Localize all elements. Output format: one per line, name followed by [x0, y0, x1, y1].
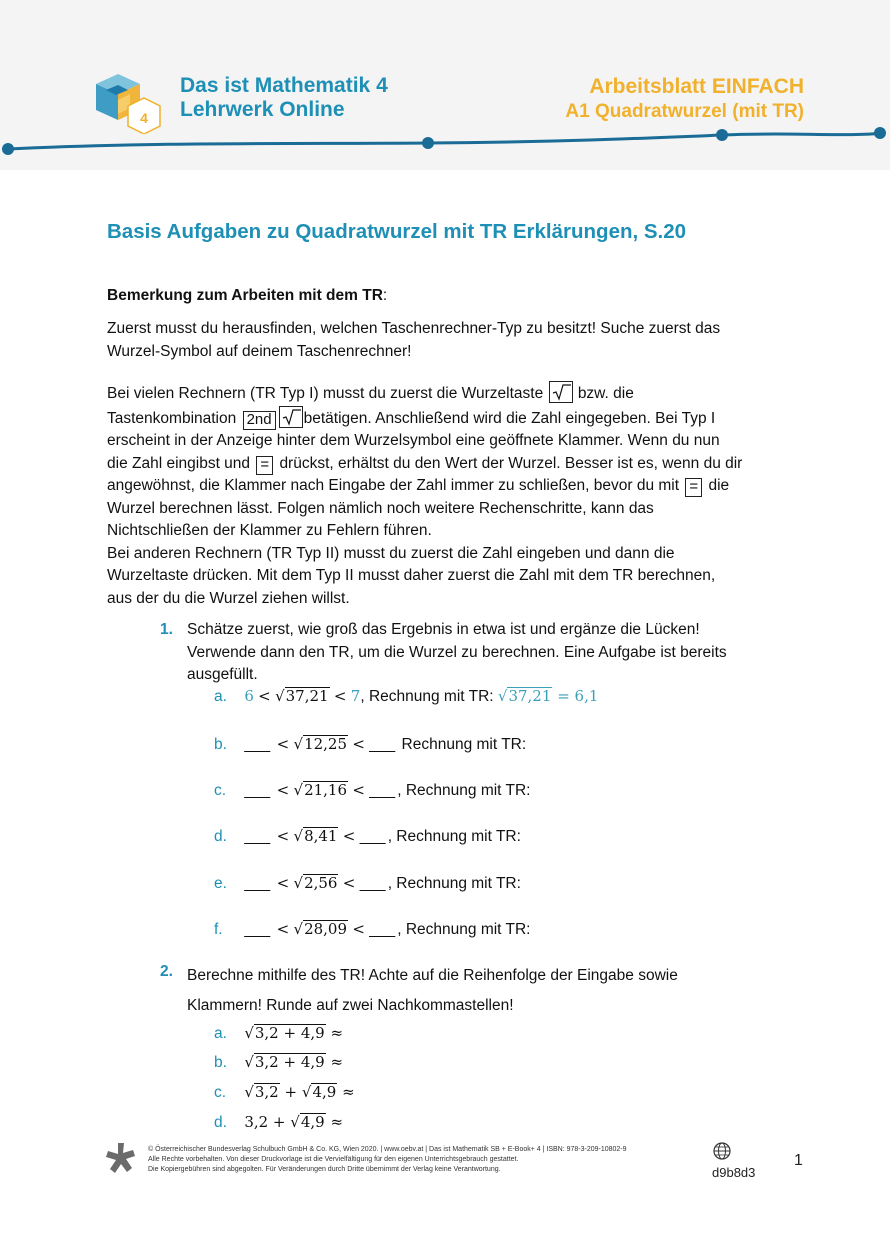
- exercise-line: Verwende dann den TR, um die Wurzel zu berechnen. Eine Aufgabe ist bereits: [187, 643, 727, 661]
- footer-copyright: [148, 1145, 627, 1175]
- answer-blank-upper[interactable]: ___: [359, 828, 386, 845]
- equals-key: =: [256, 456, 273, 475]
- text: Bei vielen Rechnern (TR Typ I) musst du zuerst die Wurzeltaste: [107, 385, 544, 402]
- calc-label: , Rechnung mit TR:: [397, 782, 531, 799]
- brand-line-1: Das ist Mathematik 4: [180, 74, 388, 97]
- less-than: <: [276, 920, 290, 938]
- less-than: <: [352, 781, 365, 799]
- radicand: 3,2: [254, 1083, 279, 1101]
- page-header: [0, 0, 890, 170]
- less-than: <: [276, 827, 290, 845]
- approx-sign: ≈: [342, 1083, 355, 1101]
- item-letter: a.: [214, 1025, 227, 1042]
- text: Nichtschließen der Klammer zu Fehlern führen.: [107, 522, 432, 539]
- less-than: <: [333, 687, 347, 705]
- radicand: 37,21: [285, 687, 329, 705]
- radicand: 3,2 + 4,9: [254, 1053, 325, 1071]
- equals-key: =: [685, 478, 702, 497]
- exercise-1-item-a: a. 6 < √37,21 < 7, Rechnung mit TR: √37,21 = 6,1: [214, 687, 599, 705]
- result-radicand: 37,21: [508, 687, 552, 705]
- page-number: 1: [794, 1152, 803, 1169]
- radicand: 28,09: [304, 920, 348, 938]
- brand-line-2: Lehrwerk Online: [180, 98, 345, 121]
- item-letter: c.: [214, 782, 227, 799]
- exercise-1-item-f: f. ___ < √28,09 < ___ , Rechnung mit TR:: [214, 920, 531, 938]
- less-than: <: [258, 687, 271, 705]
- exercise-2-number: 2.: [160, 963, 173, 980]
- exercise-1-number: 1.: [160, 621, 173, 638]
- publisher-logo-icon: [104, 1141, 136, 1175]
- item-letter: e.: [214, 875, 227, 892]
- answer-blank-upper[interactable]: ___: [369, 921, 396, 938]
- globe-icon[interactable]: [712, 1141, 732, 1161]
- text: Bei anderen Rechnern (TR Typ II) musst du zuerst die Zahl eingeben und dann die: [107, 544, 675, 562]
- approx-sign: ≈: [330, 1024, 344, 1042]
- second-key: 2nd: [243, 411, 276, 430]
- text: erscheint in der Anzeige hinter dem Wurzelsymbol eine geöffnete Klammer. Wenn du nun: [107, 432, 720, 449]
- text: drückst, erhältst du den Wert der Wurzel. Besser ist es, wenn du dir: [279, 454, 743, 472]
- exercise-line: ausgefüllt.: [187, 666, 258, 683]
- text: Wurzeltaste drücken. Mit dem Typ II musst daher zuerst die Zahl mit dem TR berechnen,: [107, 567, 716, 584]
- text: aus der du die Wurzel ziehen willst.: [107, 589, 350, 607]
- item-letter: b.: [214, 1054, 227, 1071]
- text: die Zahl eingibst und: [107, 454, 251, 472]
- exercise-line: Schätze zuerst, wie groß das Ergebnis in etwa ist und ergänze die Lücken!: [187, 621, 700, 638]
- exercise-2-item-b: b. √3,2 + 4,9 ≈: [214, 1053, 344, 1071]
- text: Wurzel berechnen lässt. Folgen nämlich noch weitere Rechenschritte, kann das: [107, 499, 654, 517]
- less-than: <: [352, 735, 365, 753]
- exercise-1-item-b: b. ___ < √12,25 < ___ Rechnung mit TR:: [214, 735, 527, 753]
- calc-label: , Rechnung mit TR:: [387, 828, 521, 845]
- item-letter: d.: [214, 1114, 227, 1131]
- answer-blank-lower[interactable]: ___: [244, 875, 271, 892]
- calc-label: Rechnung mit TR:: [397, 736, 527, 753]
- less-than: <: [342, 874, 356, 892]
- calc-label: , Rechnung mit TR:: [397, 921, 531, 938]
- result-equals: =: [557, 687, 570, 705]
- exercise-1-item-c: c. ___ < √21,16 < ___ , Rechnung mit TR:: [214, 781, 531, 799]
- calc-label: , Rechnung mit TR:: [387, 875, 521, 892]
- exercise-1-item-d: d. ___ < √8,41 < ___ , Rechnung mit TR:: [214, 827, 521, 845]
- online-code[interactable]: d9b8d3: [712, 1165, 756, 1180]
- result-value: 6,1: [574, 687, 599, 705]
- exercise-2-item-a: a. √3,2 + 4,9 ≈: [214, 1024, 344, 1042]
- sheet-line-2: A1 Quadratwurzel (mit TR): [565, 101, 804, 122]
- footer-line: © Österreichischer Bundesverlag Schulbuch GmbH & Co. KG, Wien 2020. | www.oebv.at | Das ist Mathematik SB + E-Book+ 4 | ISBN: 978-3-209-10802-9: [148, 1146, 627, 1153]
- text: betätigen. Anschließend wird die Zahl eingegeben. Bei Typ I: [303, 409, 716, 427]
- sqrt-key-icon: [549, 381, 573, 403]
- approx-sign: ≈: [330, 1113, 344, 1131]
- answer-blank-upper[interactable]: ___: [369, 782, 396, 799]
- less-than: <: [352, 920, 365, 938]
- exercise-line: Berechne mithilfe des TR! Achte auf die Reihenfolge der Eingabe sowie: [187, 967, 678, 984]
- radicand: 21,16: [304, 781, 348, 799]
- plus-sign: +: [284, 1083, 298, 1101]
- intro-paragraph: [107, 318, 807, 363]
- radicand: 4,9: [312, 1083, 337, 1101]
- answer-blank-lower[interactable]: ___: [244, 782, 271, 799]
- answer-blank-upper[interactable]: ___: [359, 875, 386, 892]
- approx-sign: ≈: [330, 1053, 344, 1071]
- logo-digit: 4: [140, 110, 148, 126]
- item-letter: b.: [214, 736, 227, 753]
- footer-line: Die Kopiergebühren sind abgegolten. Für Veränderungen durch Dritte übernimmt der Verlag keine Verantwortung.: [148, 1166, 501, 1173]
- exercise-1-text: [187, 619, 727, 687]
- radicand: 2,56: [304, 874, 338, 892]
- text: angewöhnst, die Klammer nach Eingabe der Zahl immer zu schließen, bevor du mit: [107, 477, 680, 494]
- exercise-line: Klammern! Runde auf zwei Nachkommastellen!: [187, 997, 514, 1014]
- less-than: <: [276, 874, 290, 892]
- less-than: <: [276, 781, 290, 799]
- answer-blank-lower[interactable]: ___: [244, 921, 271, 938]
- brand-title: [180, 74, 388, 122]
- item-letter: d.: [214, 828, 227, 845]
- answer-blank-lower[interactable]: ___: [244, 736, 271, 753]
- intro-line: Wurzel-Symbol auf deinem Taschenrechner!: [107, 342, 412, 360]
- intro-line: Zuerst musst du herausfinden, welchen Taschenrechner-Typ zu besitzt! Suche zuerst das: [107, 320, 721, 337]
- text: bzw. die: [577, 385, 634, 402]
- radicand: 12,25: [304, 735, 348, 753]
- item-letter: f.: [214, 921, 223, 938]
- lower-bound: 6: [244, 687, 254, 705]
- radicand: 4,9: [300, 1113, 325, 1131]
- prefix-term: 3,2 +: [244, 1113, 286, 1131]
- explanation-paragraph: [107, 381, 807, 610]
- radicand: 8,41: [304, 827, 338, 845]
- remark-heading: [107, 287, 387, 305]
- remark-heading-colon: :: [382, 287, 388, 304]
- answer-blank-lower[interactable]: ___: [244, 828, 271, 845]
- sqrt-key-icon: [279, 406, 303, 428]
- footer-line: Alle Rechte vorbehalten. Von dieser Druckvorlage ist die Vervielfältigung für den eigenen Unterrichtsgebrauch gestattet.: [148, 1156, 519, 1163]
- text: die: [708, 477, 730, 494]
- exercise-2-item-c: c. √3,2 + √4,9 ≈: [214, 1083, 355, 1101]
- calc-label: , Rechnung mit TR:: [360, 688, 494, 705]
- item-letter: a.: [214, 688, 227, 705]
- answer-blank-upper[interactable]: ___: [369, 736, 396, 753]
- less-than: <: [342, 827, 356, 845]
- remark-heading-text: Bemerkung zum Arbeiten mit dem TR: [107, 287, 383, 304]
- radicand: 3,2 + 4,9: [254, 1024, 325, 1042]
- item-letter: c.: [214, 1084, 227, 1101]
- exercise-2-item-d: d. 3,2 + √4,9 ≈: [214, 1113, 344, 1131]
- sheet-title: [565, 74, 804, 124]
- less-than: <: [276, 735, 290, 753]
- page-title: Basis Aufgaben zu Quadratwurzel mit TR Erklärungen, S.20: [107, 220, 687, 243]
- sheet-line-1: Arbeitsblatt EINFACH: [589, 75, 804, 98]
- exercise-2-text: [187, 961, 678, 1021]
- upper-bound: 7: [350, 687, 361, 705]
- text: Tastenkombination: [107, 409, 237, 427]
- exercise-1-item-e: e. ___ < √2,56 < ___ , Rechnung mit TR:: [214, 874, 521, 892]
- header-wave-divider: [0, 120, 890, 170]
